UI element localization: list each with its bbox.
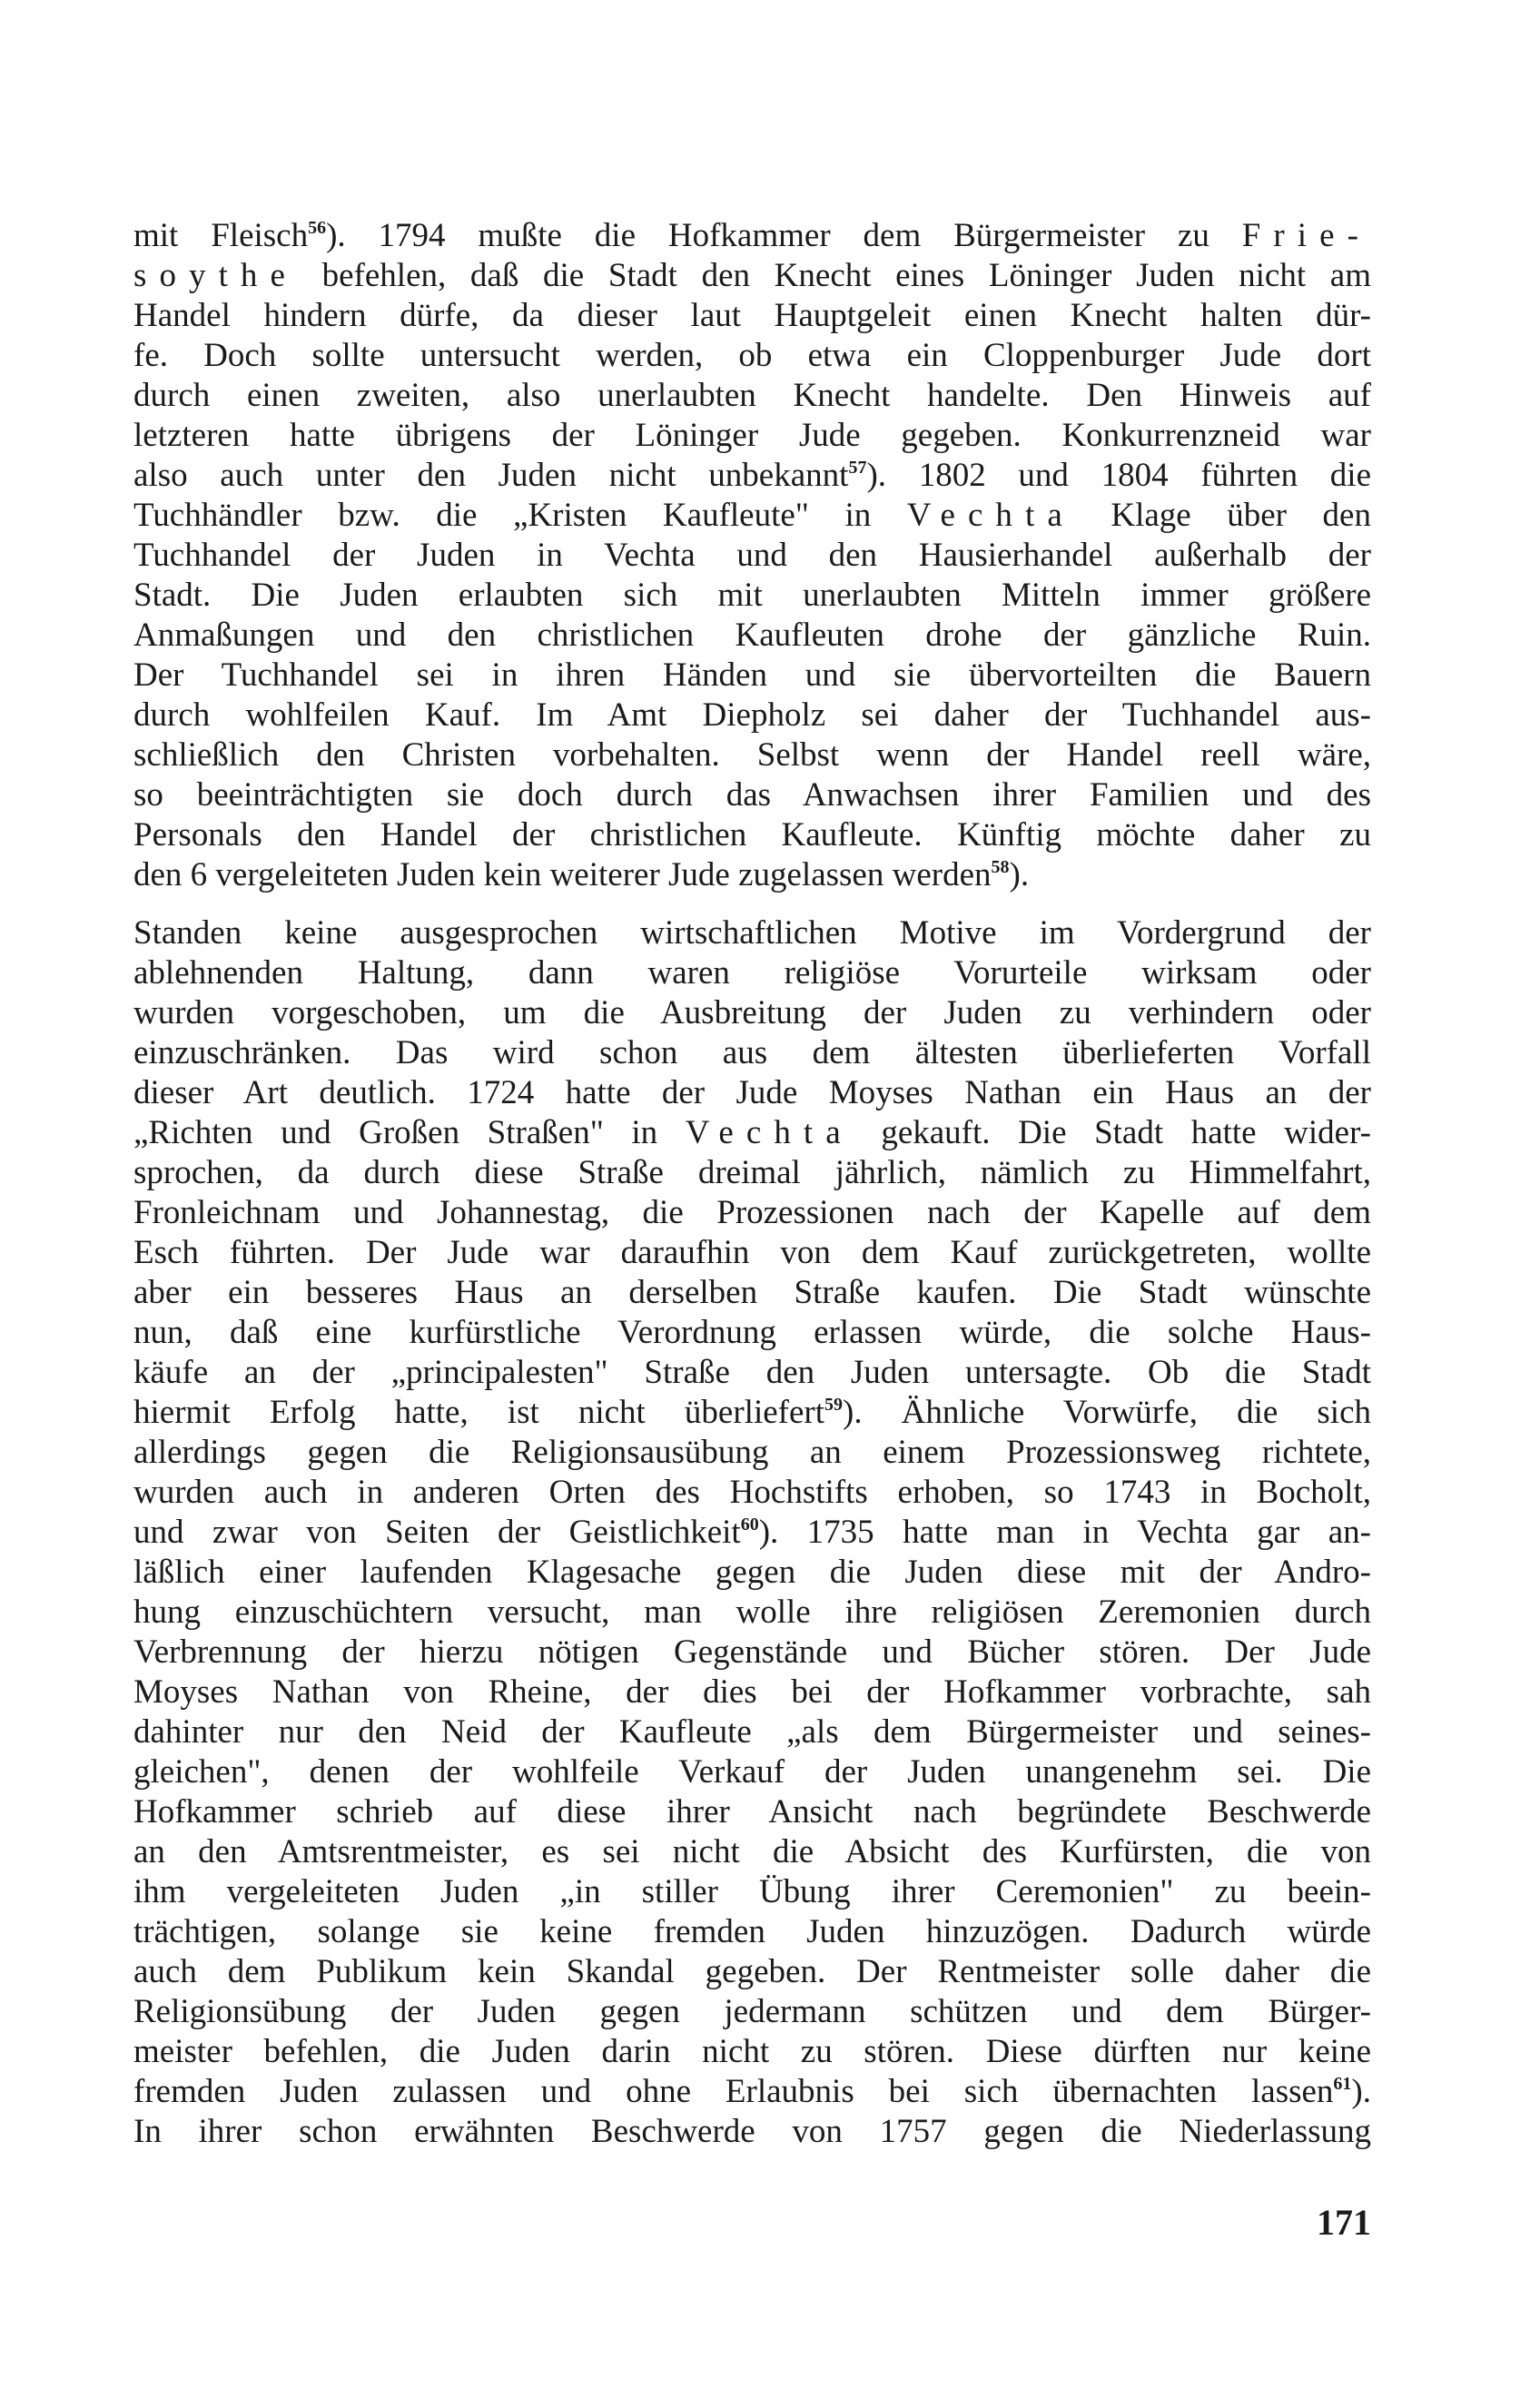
text-run: gleichen", denen der wohlfeile Verkauf der Juden unangenehm sei. Die: [133, 1753, 1371, 1791]
text-line: [133, 1233, 1371, 1273]
text-run: fremden Juden zulassen und ohne Erlaubnis bei sich übernachten lassen: [133, 2073, 1334, 2110]
text-line: [133, 696, 1371, 735]
text-run: Moyses Nathan von Rheine, der dies bei der Hofkammer vorbrachte, sah: [133, 1673, 1371, 1711]
text-run: so beeinträchtigten sie doch durch das Anwachsen ihrer Familien und des: [133, 776, 1371, 814]
paragraph: [133, 913, 1371, 2152]
text-run: ).: [1351, 2073, 1371, 2110]
text-run: durch wohlfeilen Kauf. Im Amt Diepholz sei daher der Tuchhandel aus-: [133, 696, 1371, 734]
text-run: ). 1802 und 1804 führten die: [866, 457, 1371, 494]
text-run: einzuschränken. Das wird schon aus dem ältesten überlieferten Vorfall: [133, 1034, 1371, 1071]
text-line: [133, 1872, 1371, 1912]
spaced-place-name: Vechta: [906, 497, 1075, 534]
text-line: [133, 815, 1371, 855]
spaced-place-name: soythe: [133, 257, 298, 294]
text-run: und zwar von Seiten der Geistlichkeit: [133, 1514, 741, 1551]
text-run: Religionsübung der Juden gegen jedermann schützen und dem Bürger-: [133, 1993, 1371, 2030]
text-line: [133, 1193, 1371, 1233]
text-line: [133, 1792, 1371, 1832]
text-run: Tuchhandel der Juden in Vechta und den Hausierhandel außerhalb der: [133, 537, 1371, 574]
text-line: [133, 496, 1371, 536]
text-line: [133, 1033, 1371, 1073]
text-line: [133, 1633, 1371, 1673]
text-run: Verbrennung der hierzu nötigen Gegenstände und Bücher stören. Der Jude: [133, 1633, 1371, 1671]
text-run: ). 1735 hatte man in Vechta gar an-: [758, 1514, 1371, 1551]
footnote-marker: 56: [308, 218, 327, 238]
text-run: also auch unter den Juden nicht unbekannt: [133, 457, 849, 494]
text-run: Fronleichnam und Johannestag, die Prozessionen nach der Kapelle auf dem: [133, 1194, 1371, 1231]
text-line: [133, 336, 1371, 376]
footnote-marker: 58: [991, 857, 1010, 877]
text-line: [133, 1393, 1371, 1433]
text-line: [133, 456, 1371, 496]
text-run: an den Amtsrentmeister, es sei nicht die Absicht des Kurfürsten, die von: [133, 1833, 1371, 1870]
text-line: [133, 775, 1371, 815]
text-run: wurden vorgeschoben, um die Ausbreitung der Juden zu verhindern oder: [133, 994, 1371, 1031]
text-line: [133, 1593, 1371, 1633]
text-run: Esch führten. Der Jude war daraufhin von dem Kauf zurückgetreten, wollte: [133, 1234, 1371, 1271]
text-line: [133, 576, 1371, 616]
text-run: läßlich einer laufenden Klagesache gegen die Juden diese mit der Andro-: [133, 1554, 1371, 1591]
text-line: [133, 1712, 1371, 1752]
text-run: mit Fleisch: [133, 217, 309, 254]
text-run: „Richten und Großen Straßen" in: [133, 1114, 686, 1151]
text-run: trächtigen, solange sie keine fremden Juden hinzuzögen. Dadurch würde: [133, 1913, 1371, 1950]
text-line: [133, 855, 1371, 895]
text-run: Personals den Handel der christlichen Kaufleute. Künftig möchte daher zu: [133, 816, 1371, 854]
text-run: ablehnenden Haltung, dann waren religiöse Vorurteile wirksam oder: [133, 954, 1371, 992]
text-line: [133, 735, 1371, 775]
text-run: Standen keine ausgesprochen wirtschaftlichen Motive im Vordergrund der: [133, 914, 1371, 952]
text-run: auch dem Publikum kein Skandal gegeben. Der Rentmeister solle daher die: [133, 1953, 1371, 1990]
text-run: allerdings gegen die Religionsausübung an einem Prozessionsweg richtete,: [133, 1434, 1371, 1471]
text-line: [133, 296, 1371, 336]
text-line: [133, 1992, 1371, 2032]
text-run: sprochen, da durch diese Straße dreimal jährlich, nämlich zu Himmelfahrt,: [133, 1154, 1371, 1191]
footnote-marker: 57: [848, 458, 867, 478]
text-run: Klage über den: [1074, 497, 1371, 534]
text-line: [133, 1273, 1371, 1313]
text-line: [133, 376, 1371, 416]
text-run: befehlen, daß die Stadt den Knecht eines Löninger Juden nicht am: [297, 257, 1371, 294]
text-run: gekauft. Die Stadt hatte wider-: [853, 1114, 1371, 1151]
text-run: durch einen zweiten, also unerlaubten Knecht handelte. Den Hinweis auf: [133, 377, 1371, 414]
text-line: [133, 256, 1371, 296]
text-run: letzteren hatte übrigens der Löninger Jude gegeben. Konkurrenzneid war: [133, 417, 1371, 454]
text-line: [133, 1513, 1371, 1553]
text-line: [133, 2072, 1371, 2112]
text-line: [133, 616, 1371, 656]
text-run: In ihrer schon erwähnten Beschwerde von 1757 gegen die Niederlassung: [133, 2113, 1371, 2150]
spaced-place-name: Vechta: [685, 1114, 854, 1151]
text-run: Tuchhändler bzw. die „Kristen Kaufleute" in: [133, 497, 907, 534]
text-line: [133, 913, 1371, 953]
footnote-marker: 61: [1333, 2074, 1352, 2094]
text-run: ).: [1009, 856, 1030, 893]
text-line: [133, 1113, 1371, 1153]
page-number: 171: [1317, 2202, 1371, 2243]
text-line: [133, 993, 1371, 1033]
paragraph: [133, 216, 1371, 895]
text-run: aber ein besseres Haus an derselben Straße kaufen. Die Stadt wünschte: [133, 1274, 1371, 1311]
text-run: ). Ähnliche Vorwürfe, die sich: [843, 1394, 1371, 1431]
text-run: meister befehlen, die Juden darin nicht zu stören. Diese dürften nur keine: [133, 2033, 1371, 2070]
text-run: ). 1794 mußte die Hofkammer dem Bürgermeister zu: [326, 217, 1242, 254]
footnote-marker: 60: [740, 1515, 759, 1535]
text-line: [133, 1433, 1371, 1473]
text-line: [133, 536, 1371, 576]
text-run: Handel hindern dürfe, da dieser laut Hauptgeleit einen Knecht halten dür-: [133, 297, 1371, 334]
text-line: [133, 1153, 1371, 1193]
text-line: [133, 2112, 1371, 2152]
body-text: [133, 216, 1371, 2152]
text-line: [133, 1073, 1371, 1113]
text-run: hiermit Erfolg hatte, ist nicht überliefert: [133, 1394, 824, 1431]
text-run: dieser Art deutlich. 1724 hatte der Jude Moyses Nathan ein Haus an der: [133, 1074, 1371, 1111]
text-run: käufe an der „principalesten" Straße den Juden untersagte. Ob die Stadt: [133, 1354, 1371, 1391]
text-run: dahinter nur den Neid der Kaufleute „als dem Bürgermeister und seines-: [133, 1713, 1371, 1751]
text-run: wurden auch in anderen Orten des Hochstifts erhoben, so 1743 in Bocholt,: [133, 1474, 1371, 1511]
text-run: Anmaßungen und den christlichen Kaufleuten drohe der gänzliche Ruin.: [133, 617, 1371, 654]
text-run: fe. Doch sollte untersucht werden, ob etwa ein Cloppenburger Jude dort: [133, 337, 1371, 374]
text-line: [133, 1473, 1371, 1513]
text-line: [133, 416, 1371, 456]
text-run: Stadt. Die Juden erlaubten sich mit unerlaubten Mitteln immer größere: [133, 577, 1371, 614]
text-run: ihm vergeleiteten Juden „in stiller Übung ihrer Ceremonien" zu beein-: [133, 1873, 1371, 1910]
text-run: Der Tuchhandel sei in ihren Händen und sie übervorteilten die Bauern: [133, 656, 1371, 694]
text-line: [133, 1673, 1371, 1712]
text-run: schließlich den Christen vorbehalten. Selbst wenn der Handel reell wäre,: [133, 736, 1371, 774]
text-line: [133, 216, 1371, 256]
text-line: [133, 953, 1371, 993]
spaced-place-name: Frie-: [1241, 217, 1371, 254]
text-run: Hofkammer schrieb auf diese ihrer Ansicht nach begründete Beschwerde: [133, 1793, 1371, 1831]
text-run: den 6 vergeleiteten Juden kein weiterer Jude zugelassen werden: [133, 856, 992, 893]
text-line: [133, 1353, 1371, 1393]
text-run: nun, daß eine kurfürstliche Verordnung erlassen würde, die solche Haus-: [133, 1314, 1371, 1351]
text-run: hung einzuschüchtern versucht, man wolle ihre religiösen Zeremonien durch: [133, 1594, 1371, 1631]
text-line: [133, 1313, 1371, 1353]
text-line: [133, 2032, 1371, 2072]
text-line: [133, 1832, 1371, 1872]
text-line: [133, 1752, 1371, 1792]
footnote-marker: 59: [824, 1395, 843, 1415]
text-line: [133, 1952, 1371, 1992]
text-line: [133, 1912, 1371, 1952]
text-line: [133, 656, 1371, 696]
text-line: [133, 1553, 1371, 1593]
